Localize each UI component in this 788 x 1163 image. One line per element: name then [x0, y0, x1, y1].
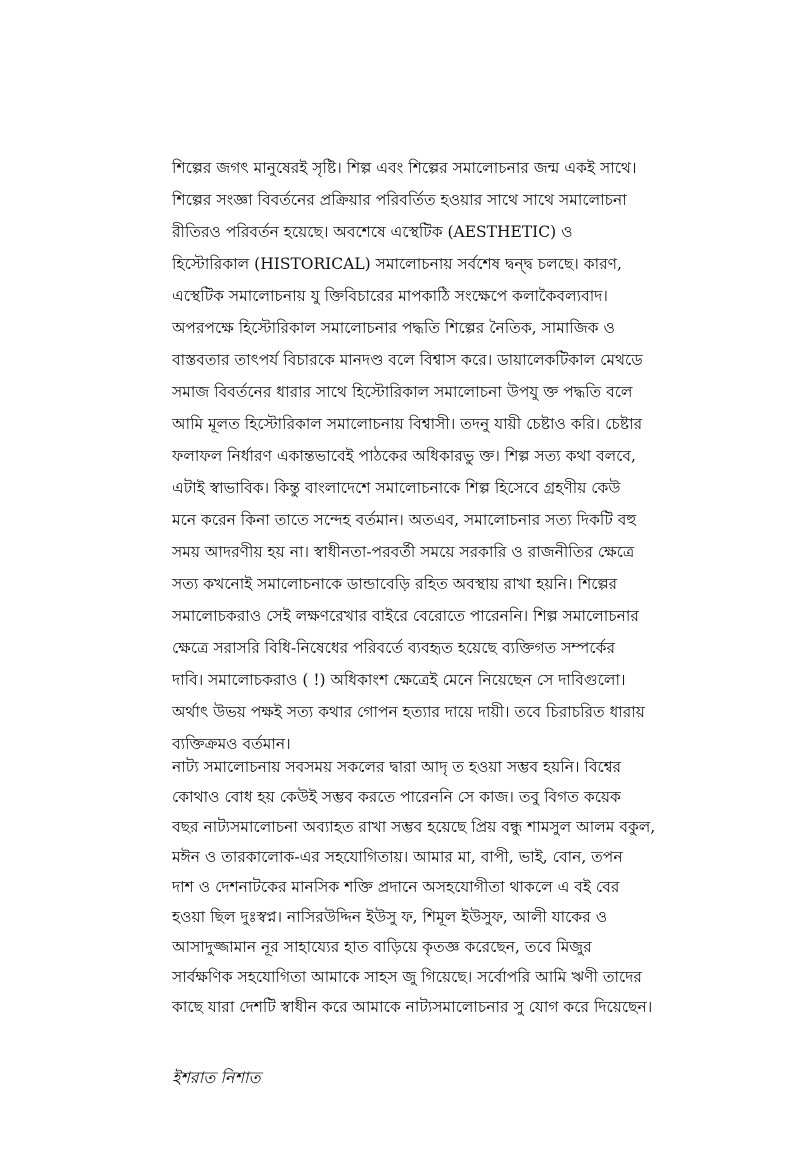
text-line: দাশ ও দেশনাটকের মানসিক শক্তি প্রদানে অসহযোগীতা থাকলে এ বই বের: [172, 878, 620, 896]
text-line: আসাদুজ্জামান নূর সাহায্যের হাত বাড়িয়ে কৃতজ্ঞ করেছেন, তবে মিজুর: [172, 938, 592, 956]
text-line: অর্থাৎ উভয় পক্ষই সত্য কথার গোপন হত্যার দায়ে দায়ী। তবে চিরাচরিত ধারায়: [172, 703, 645, 721]
text-line: ব্যক্তিক্রমও বর্তমান।: [172, 735, 291, 753]
text-line: ফলাফল নির্ধারণ একান্তভাবেই পাঠকের অধিকারভু ক্ত। শিল্প সত্য কথা বলবে,: [172, 447, 636, 465]
text-line: এটাই স্বাভাবিক। কিন্তু বাংলাদেশে সমালোচনাকে শিল্প হিসেবে গ্রহণীয় কেউ: [172, 479, 621, 497]
text-line: আমি মূলত হিস্টোরিকাল সমালোচনায় বিশ্বাসী। তদনু যায়ী চেষ্টাও করি। চেষ্টার: [172, 415, 643, 433]
text-line: সার্বক্ষণিক সহযোগিতা আমাকে সাহস জু গিয়েছে। সর্বোপরি আমি ঋণী তাদের: [172, 968, 642, 986]
text-line: শিল্পের জগৎ মানুষেরই সৃষ্টি। শিল্প এবং শিল্পের সমালোচনার জন্ম একই সাথে।: [172, 159, 637, 177]
text-line: কাছে যারা দেশটি স্বাধীন করে আমাকে নাট্যসমালোচনার সু যোগ করে দিয়েছেন।: [172, 998, 653, 1016]
text-line: বছর নাট্যসমালোচনা অব্যাহত রাখা সম্ভব হয়েছে প্রিয় বন্ধু শামসুল আলম বকুল,: [172, 818, 656, 836]
text-line: সমালোচকরাও সেই লক্ষণরেখার বাইরে বেরোতে পারেননি। শিল্প সমালোচনার: [172, 607, 639, 625]
text-line: হওয়া ছিল দুঃস্বপ্ন। নাসিরউদ্দিন ইউসু ফ, শিমূল ইউসুফ, আলী যাকের ও: [172, 908, 608, 926]
text-line: কোথাও বোধ হয় কেউই সম্ভব করতে পারেননি সে কাজ। তবু বিগত কয়েক: [172, 788, 621, 806]
text-line: অপরপক্ষে হিস্টোরিকাল সমালোচনার পদ্ধতি শিল্পের নৈতিক, সামাজিক ও: [172, 319, 615, 337]
text-line: এস্থেটিক সমালোচনায় যু ক্তিবিচারের মাপকাঠি সংক্ষেপে কলাকৈবল্যবাদ।: [172, 287, 608, 305]
text-line: বাস্তবতার তাৎপর্য বিচারকে মানদণ্ড বলে বিশ্বাস করে। ডায়ালেকটিকাল মেথডে: [172, 351, 643, 369]
text-line: নাট্য সমালোচনায় সবসময় সকলের দ্বারা আদৃ ত হওয়া সম্ভব হয়নি। বিশ্বের: [172, 758, 622, 776]
paragraph-2: [172, 752, 712, 1022]
author-signature: ইশরাত নিশাত: [172, 1068, 261, 1087]
text-line: সময় আদরণীয় হয় না। স্বাধীনতা-পরবর্তী সময়ে সরকারি ও রাজনীতির ক্ষেত্রে: [172, 543, 635, 561]
text-line: মনে করেন কিনা তাতে সন্দেহ বর্তমান। অতএব, সমালোচনার সত্য দিকটি বহু: [172, 511, 637, 529]
text-line: সমাজ বিবর্তনের ধারার সাথে হিস্টোরিকাল সমালোচনা উপযু ক্ত পদ্ধতি বলে: [172, 383, 633, 401]
text-line: রীতিরও পরিবর্তন হয়েছে। অবশেষে এস্থেটিক (AESTHETIC) ও: [172, 223, 573, 241]
paragraph-1: [172, 152, 712, 760]
text-line: ক্ষেত্রে সরাসরি বিধি-নিষেধের পরিবর্তে ব্যবহৃত হয়েছে ব্যক্তিগত সম্পর্কের: [172, 639, 615, 657]
text-line: সত্য কখনোই সমালোচনাকে ডান্ডাবেড়ি রহিত অবস্থায় রাখা হয়নি। শিল্পের: [172, 575, 618, 593]
text-line: হিস্টোরিকাল (HISTORICAL) সমালোচনায় সর্বশেষ দ্বন্দ্ব চলছে। কারণ,: [172, 255, 622, 273]
text-line: দাবি। সমালোচকরাও ( !) অধিকাংশ ক্ষেত্রেই মেনে নিয়েছেন সে দাবিগুলো।: [172, 671, 626, 689]
text-line: মঈন ও তারকালোক-এর সহযোগিতায়। আমার মা, বাপী, ভাই, বোন, তপন: [172, 848, 623, 866]
text-line: শিল্পের সংজ্ঞা বিবর্তনের প্রক্রিয়ার পরিবর্তিত হওয়ার সাথে সাথে সমালোচনা: [172, 191, 627, 209]
